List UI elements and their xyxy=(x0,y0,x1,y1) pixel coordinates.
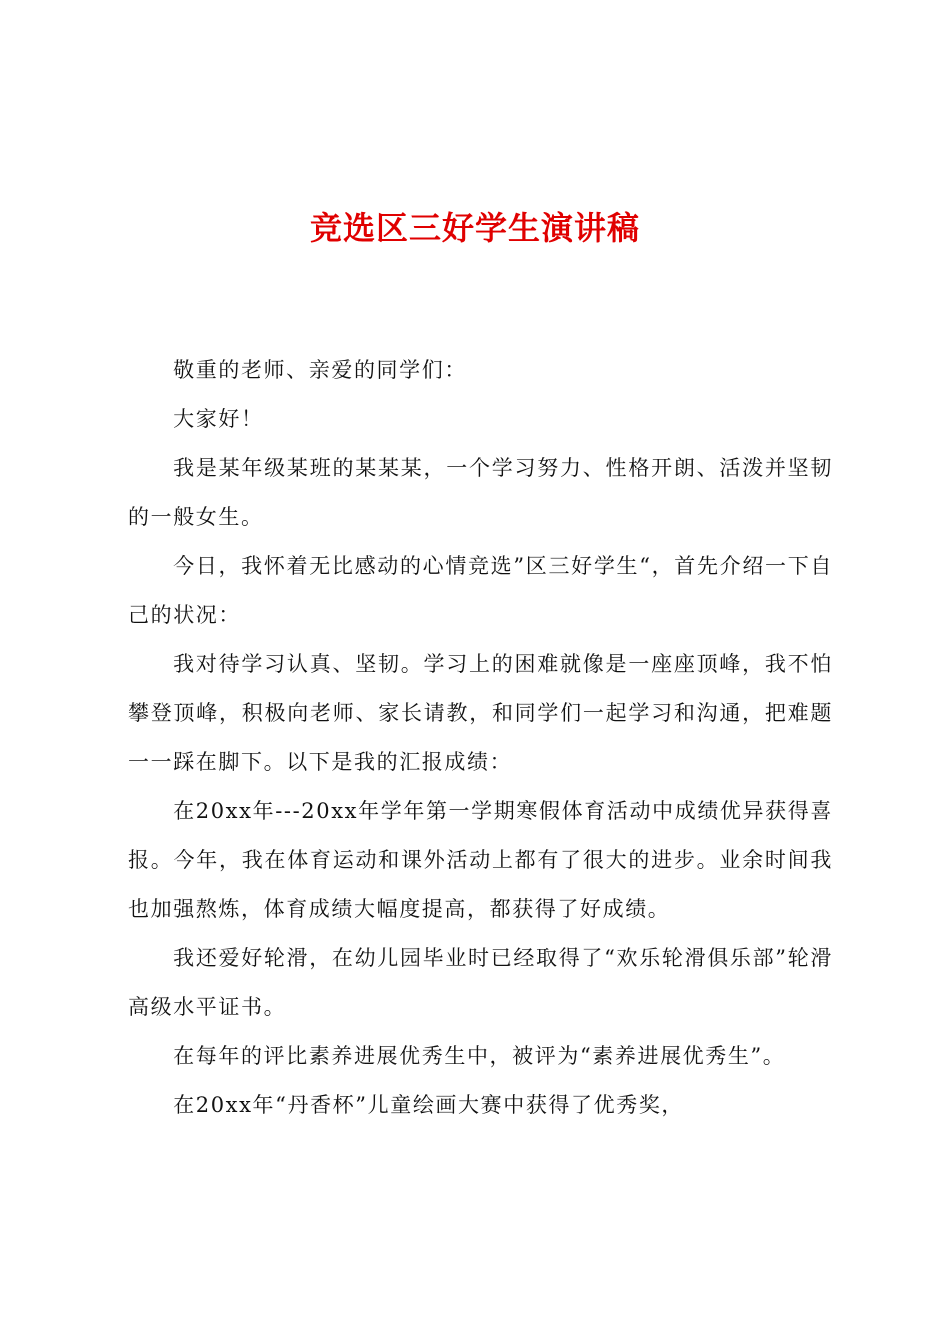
paragraph-hello: 大家好！ xyxy=(173,407,264,431)
paragraph-candidacy: 今日，我怀着无比感动的心情竞选”区三好学生“，首先介绍一下自己的状况： xyxy=(128,554,833,627)
paragraph-greeting: 敬重的老师、亲爱的同学们： xyxy=(173,358,467,382)
paragraph-skating: 我还爱好轮滑，在幼儿园毕业时已经取得了“欢乐轮滑俱乐部”轮滑高级水平证书。 xyxy=(128,946,834,1019)
document-body xyxy=(128,346,833,1130)
paragraph-study: 我对待学习认真、坚韧。学习上的困难就像是一座座顶峰，我不怕攀登顶峰，积极向老师、家长请教，和同学们一起学习和沟通，把难题一一踩在脚下。以下是我的汇报成绩： xyxy=(128,652,833,774)
paragraph-intro: 我是某年级某班的某某某，一个学习努力、性格开朗、活泼并坚韧的一般女生。 xyxy=(128,456,833,529)
document-title: 竞选区三好学生演讲稿 xyxy=(309,209,640,247)
paragraph-painting: 在20xx年“丹香杯”儿童绘画大赛中获得了优秀奖， xyxy=(173,1093,685,1117)
paragraph-sports: 在20xx年---20xx年学年第一学期寒假体育活动中成绩优异获得喜报。今年，我在体育运动和课外活动上都有了很大的进步。业余时间我也加强熬炼，体育成绩大幅度提高，都获得了好成绩。 xyxy=(128,799,833,921)
paragraph-excellence: 在每年的评比素养进展优秀生中，被评为“素养进展优秀生”。 xyxy=(173,1044,786,1068)
